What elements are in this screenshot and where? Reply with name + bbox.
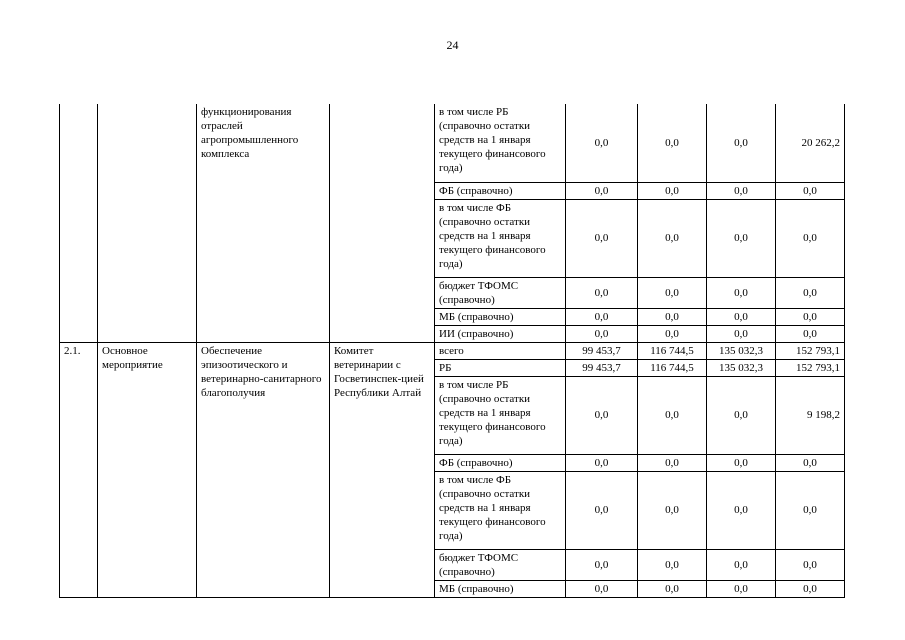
event-type: Основное мероприятие xyxy=(98,342,197,597)
funding-value: 9 198,2 xyxy=(776,376,845,454)
funding-value: 116 744,5 xyxy=(638,342,707,359)
funding-value: 0,0 xyxy=(566,454,638,471)
funding-value: 135 032,3 xyxy=(707,342,776,359)
funding-value: 0,0 xyxy=(707,471,776,549)
funding-source: ФБ (справочно) xyxy=(435,182,566,199)
funding-value: 0,0 xyxy=(776,580,845,597)
table-body xyxy=(60,104,845,597)
funding-source: в том числе РБ (справочно остатки средств на 1 января текущего финансового года) xyxy=(435,104,566,182)
funding-source: бюджет ТФОМС (справочно) xyxy=(435,549,566,580)
funding-value: 135 032,3 xyxy=(707,359,776,376)
funding-source: РБ xyxy=(435,359,566,376)
table-row xyxy=(60,104,845,182)
funding-value: 0,0 xyxy=(638,376,707,454)
funding-value: 0,0 xyxy=(638,549,707,580)
row-number: 2.1. xyxy=(60,342,98,597)
funding-value: 0,0 xyxy=(638,471,707,549)
funding-source: МБ (справочно) xyxy=(435,580,566,597)
event-description: Обеспечение эпизоотического и ветеринарно-санитарного благополучия xyxy=(197,342,330,597)
funding-value: 0,0 xyxy=(638,325,707,342)
funding-source: МБ (справочно) xyxy=(435,308,566,325)
funding-value: 99 453,7 xyxy=(566,359,638,376)
funding-value: 0,0 xyxy=(776,182,845,199)
funding-value: 0,0 xyxy=(707,104,776,182)
funding-value: 0,0 xyxy=(776,277,845,308)
funding-value: 0,0 xyxy=(638,454,707,471)
funding-value: 0,0 xyxy=(566,549,638,580)
funding-source: в том числе ФБ (справочно остатки средств на 1 января текущего финансового года) xyxy=(435,471,566,549)
funding-value: 0,0 xyxy=(707,325,776,342)
funding-value: 0,0 xyxy=(776,454,845,471)
funding-value: 116 744,5 xyxy=(638,359,707,376)
funding-value: 0,0 xyxy=(707,580,776,597)
funding-source: ИИ (справочно) xyxy=(435,325,566,342)
funding-value: 0,0 xyxy=(707,454,776,471)
funding-value: 0,0 xyxy=(566,376,638,454)
funding-value: 152 793,1 xyxy=(776,359,845,376)
funding-value: 0,0 xyxy=(707,182,776,199)
funding-value: 0,0 xyxy=(638,277,707,308)
funding-value: 20 262,2 xyxy=(776,104,845,182)
funding-value: 0,0 xyxy=(638,182,707,199)
funding-source: бюджет ТФОМС (справочно) xyxy=(435,277,566,308)
funding-value: 0,0 xyxy=(566,471,638,549)
executor: Комитет ветеринарии с Госветинспек-цией Республики Алтай xyxy=(330,342,435,597)
funding-value: 0,0 xyxy=(566,308,638,325)
table-row xyxy=(60,342,845,359)
funding-value: 0,0 xyxy=(707,308,776,325)
funding-value: 0,0 xyxy=(707,277,776,308)
event-description: функционирования отраслей агропромышленного комплекса xyxy=(197,104,330,342)
row-number-cell xyxy=(60,104,98,342)
funding-value: 0,0 xyxy=(707,376,776,454)
funding-value: 0,0 xyxy=(566,580,638,597)
funding-value: 0,0 xyxy=(776,199,845,277)
funding-value: 0,0 xyxy=(566,199,638,277)
funding-value: 0,0 xyxy=(776,325,845,342)
funding-source: ФБ (справочно) xyxy=(435,454,566,471)
page-number: 24 xyxy=(446,38,459,52)
funding-value: 0,0 xyxy=(638,199,707,277)
funding-value: 0,0 xyxy=(776,308,845,325)
funding-value: 0,0 xyxy=(776,471,845,549)
funding-value: 0,0 xyxy=(566,182,638,199)
funding-value: 0,0 xyxy=(638,308,707,325)
funding-value: 0,0 xyxy=(566,325,638,342)
funding-value: 0,0 xyxy=(776,549,845,580)
event-type-cell xyxy=(98,104,197,342)
funding-value: 0,0 xyxy=(638,580,707,597)
funding-source: всего xyxy=(435,342,566,359)
funding-value: 0,0 xyxy=(707,549,776,580)
funding-value: 0,0 xyxy=(566,104,638,182)
funding-value: 0,0 xyxy=(566,277,638,308)
budget-table xyxy=(59,104,845,598)
funding-source: в том числе РБ (справочно остатки средств на 1 января текущего финансового года) xyxy=(435,376,566,454)
funding-value: 0,0 xyxy=(638,104,707,182)
funding-source: в том числе ФБ (справочно остатки средств на 1 января текущего финансового года) xyxy=(435,199,566,277)
funding-value: 99 453,7 xyxy=(566,342,638,359)
funding-value: 152 793,1 xyxy=(776,342,845,359)
funding-value: 0,0 xyxy=(707,199,776,277)
executor-cell xyxy=(330,104,435,342)
